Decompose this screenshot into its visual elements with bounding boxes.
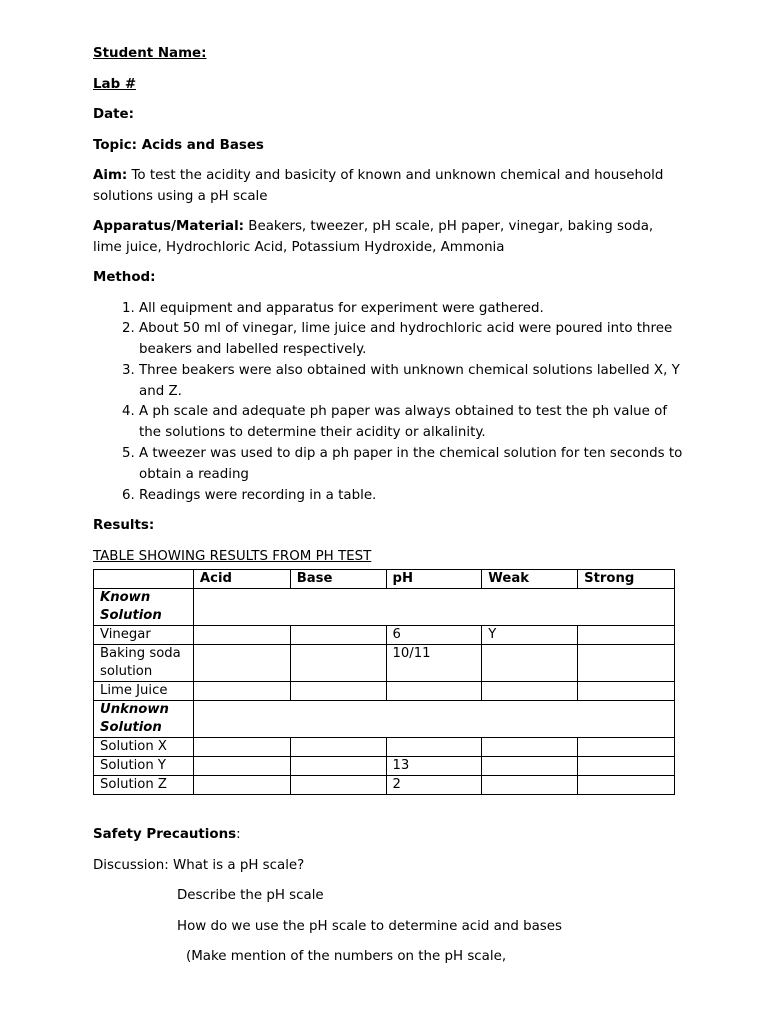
results-table (93, 569, 675, 795)
column-header: Strong (578, 570, 675, 589)
column-header: Weak (482, 570, 578, 589)
table-row (94, 645, 675, 682)
table-cell (578, 757, 675, 776)
table-cell: Lime Juice (94, 682, 194, 701)
table-cell (290, 626, 386, 645)
apparatus-text: Beakers, tweezer, pH scale, pH paper, vinegar, baking soda, lime juice, Hydrochloric Acid, Potassium Hydroxide, Ammonia (93, 219, 654, 255)
table-row (94, 757, 675, 776)
safety-suffix: : (236, 827, 241, 843)
table-cell (482, 682, 578, 701)
table-cell (290, 738, 386, 757)
aim-paragraph (93, 166, 683, 207)
method-step: 3. Three beakers were also obtained with unknown chemical solutions labelled X, Y and Z. (139, 361, 683, 403)
lab-report-page (93, 44, 683, 968)
method-step: 5. A tweezer was used to dip a ph paper in the chemical solution for ten seconds to obtain a reading (139, 444, 683, 486)
method-steps (93, 299, 683, 507)
group-spacer (193, 701, 674, 738)
table-cell (482, 738, 578, 757)
table-cell (578, 626, 675, 645)
table-cell: 10/11 (386, 645, 482, 682)
discussion-prompt: Describe the pH scale (177, 888, 324, 904)
column-header: Acid (193, 570, 290, 589)
date-label: Date: (93, 107, 134, 122)
aim-text: To test the acidity and basicity of known and unknown chemical and household solutions using a pH scale (93, 168, 664, 204)
table-row (94, 682, 675, 701)
group-label: Unknown Solution (94, 701, 194, 738)
table-cell (193, 626, 290, 645)
student-name-label: Student Name: (93, 46, 207, 61)
table-row (94, 776, 675, 795)
table-cell: 6 (386, 626, 482, 645)
table-cell (193, 757, 290, 776)
table-cell: Vinegar (94, 626, 194, 645)
table-cell (578, 776, 675, 795)
method-step: 1. All equipment and apparatus for experiment were gathered. (139, 299, 683, 320)
method-label: Method: (93, 270, 156, 285)
table-row (94, 626, 675, 645)
group-label: Known Solution (94, 589, 194, 626)
topic-label: Topic: (93, 137, 138, 153)
column-header: pH (386, 570, 482, 589)
table-group-row (94, 701, 675, 738)
table-cell (482, 757, 578, 776)
table-row (94, 738, 675, 757)
table-cell (193, 776, 290, 795)
aim-label: Aim: (93, 168, 128, 183)
method-step: 4. A ph scale and adequate ph paper was always obtained to test the ph value of the solutions to determine their acidity or alkalinity. (139, 402, 683, 444)
table-header-row (94, 570, 675, 589)
group-spacer (193, 589, 674, 626)
table-cell (290, 776, 386, 795)
table-cell (290, 682, 386, 701)
discussion-prompt: How do we use the pH scale to determine acid and bases (177, 918, 562, 934)
table-cell (578, 738, 675, 757)
table-cell (482, 645, 578, 682)
table-cell (193, 738, 290, 757)
table-cell (193, 682, 290, 701)
discussion-prompt: (Make mention of the numbers on the pH scale, (186, 949, 507, 965)
table-cell (386, 682, 482, 701)
table-cell (386, 738, 482, 757)
table-cell: Solution X (94, 738, 194, 757)
results-label: Results: (93, 518, 155, 534)
method-step: 6. Readings were recording in a table. (139, 486, 683, 507)
table-cell: Solution Z (94, 776, 194, 795)
table-cell: 2 (386, 776, 482, 795)
topic-value: Acids and Bases (141, 137, 264, 153)
table-cell (290, 645, 386, 682)
lab-number-label: Lab # (93, 76, 137, 92)
discussion-question: Discussion: What is a pH scale? (93, 857, 305, 873)
table-cell (290, 757, 386, 776)
apparatus-label: Apparatus/Material: (93, 219, 245, 234)
table-cell: Baking soda solution (94, 645, 194, 682)
table-group-row (94, 589, 675, 626)
column-header (94, 570, 194, 589)
table-cell: Y (482, 626, 578, 645)
table-cell: Solution Y (94, 757, 194, 776)
apparatus-paragraph (93, 217, 683, 258)
topic-line (93, 136, 683, 157)
safety-label: Safety Precautions (93, 827, 237, 843)
safety-line (93, 825, 683, 846)
table-cell: 13 (386, 757, 482, 776)
table-cell (578, 645, 675, 682)
table-title: TABLE SHOWING RESULTS FROM PH TEST (93, 548, 372, 564)
method-step: 2. About 50 ml of vinegar, lime juice and hydrochloric acid were poured into three beakers and labelled respectively. (139, 319, 683, 361)
table-cell (193, 645, 290, 682)
column-header: Base (290, 570, 386, 589)
table-cell (578, 682, 675, 701)
table-cell (482, 776, 578, 795)
